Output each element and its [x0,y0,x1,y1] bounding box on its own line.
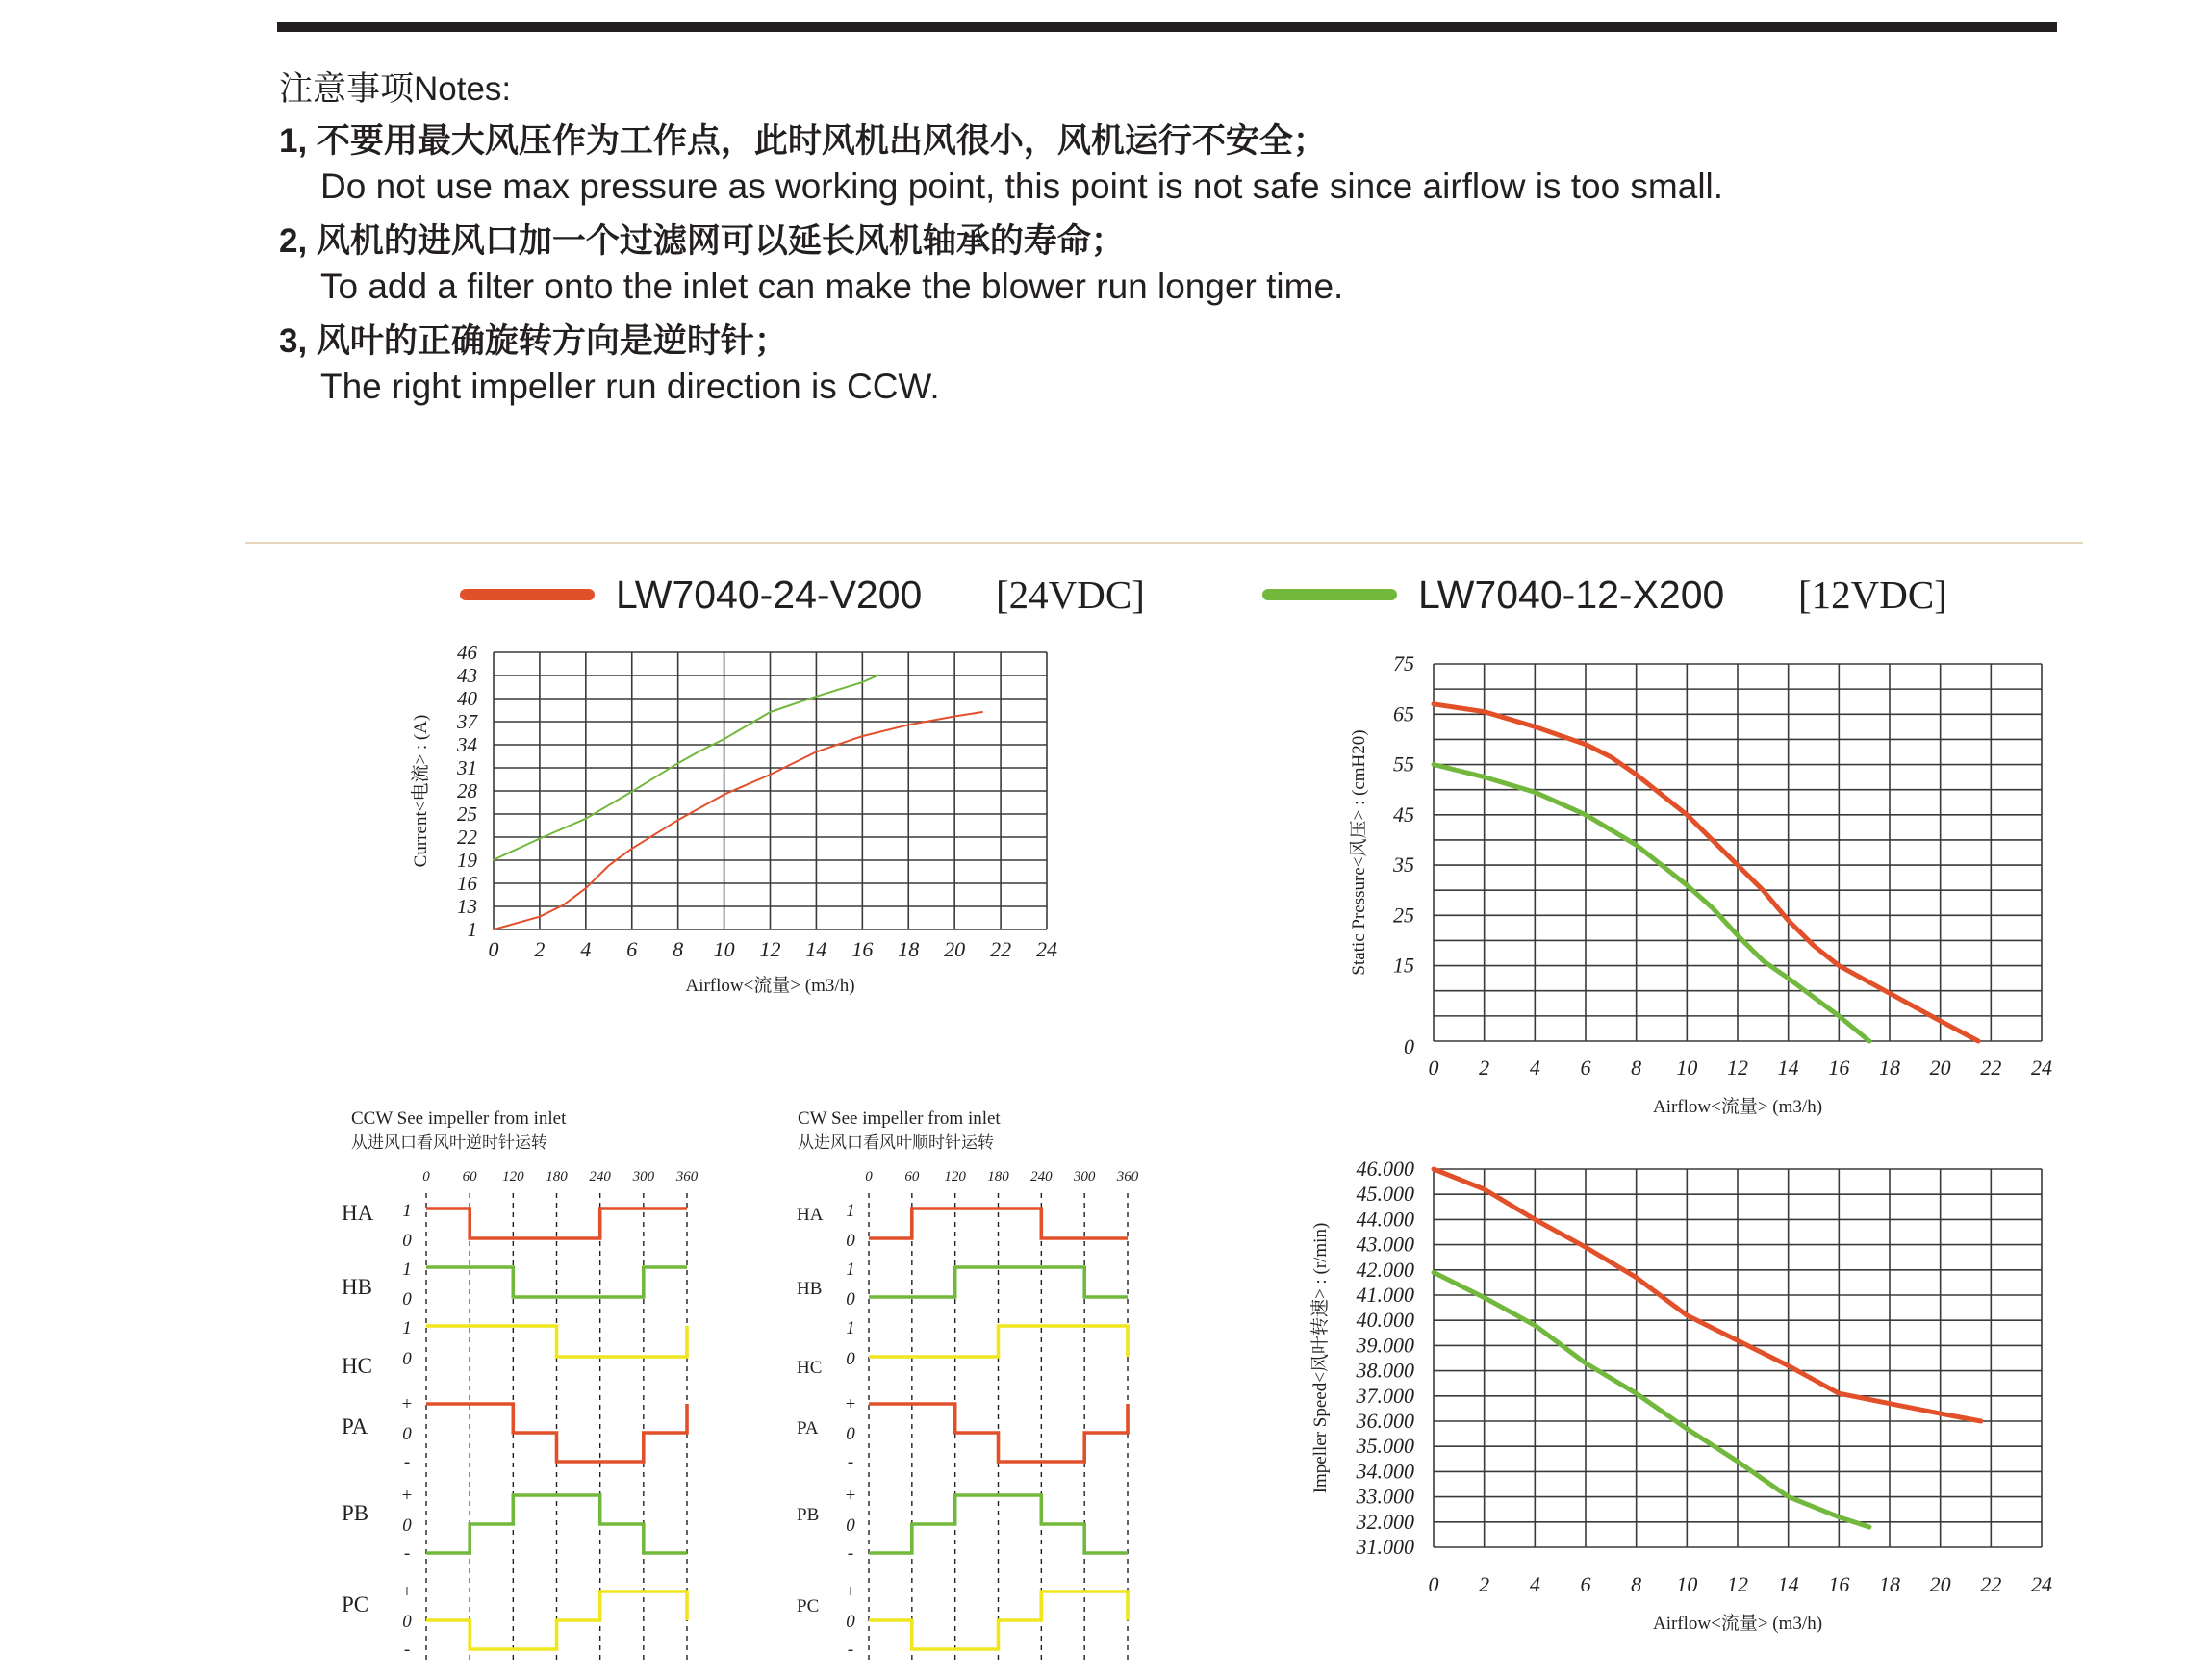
y-tick-label: 22 [457,826,477,849]
waveform-hc [426,1326,687,1357]
y-tick-label: 34 [457,733,477,756]
x-tick-label: 14 [805,937,827,961]
waveform-hc [869,1326,1128,1357]
level-label: 0 [846,1612,855,1632]
y-tick-label: 41.000 [1356,1283,1414,1307]
angle-label: 0 [865,1169,873,1184]
x-tick-label: 6 [1580,1056,1591,1080]
level-label: + [845,1394,856,1414]
waveform-pa [869,1404,1128,1462]
signal-label: PB [342,1501,369,1525]
level-label: - [847,1543,854,1564]
x-tick-label: 10 [1676,1572,1698,1596]
x-tick-label: 2 [1479,1056,1490,1080]
angle-label: 240 [589,1169,611,1184]
x-tick-label: 8 [1631,1056,1642,1080]
x-axis-label: Airflow<流量> (m3/h) [685,976,855,996]
x-tick-label: 8 [1631,1572,1642,1596]
y-tick-label: 37.000 [1356,1383,1414,1408]
x-tick-label: 0 [1428,1572,1439,1596]
y-tick-label: 15 [1393,953,1414,978]
level-label: 0 [402,1612,412,1632]
x-tick-label: 12 [1727,1572,1748,1596]
x-tick-label: 22 [1980,1056,2002,1080]
level-label: - [847,1452,854,1472]
legend-voltage: [12VDC] [1798,573,1947,617]
signal-label: HC [797,1358,823,1378]
x-tick-label: 4 [580,937,592,961]
x-tick-label: 24 [2031,1056,2052,1080]
y-tick-label: 1 [467,918,477,941]
signal-label: PA [342,1414,368,1438]
y-tick-label: 31.000 [1356,1535,1414,1559]
y-tick-label: 19 [457,849,477,872]
y-tick-label: 31 [457,756,477,779]
level-label: 1 [402,1201,412,1221]
angle-label: 0 [422,1169,430,1184]
level-label: - [403,1452,411,1472]
angle-label: 60 [462,1169,477,1184]
x-axis-label: Airflow<流量> (m3/h) [1652,1097,1823,1117]
angle-label: 180 [546,1169,568,1184]
y-tick-label: 45 [1393,802,1414,827]
y-tick-label: 0 [1404,1034,1414,1058]
x-tick-label: 0 [1428,1056,1439,1080]
x-tick-label: 2 [534,937,546,961]
x-tick-label: 6 [626,937,638,961]
signal-label: PC [797,1596,820,1616]
y-tick-label: 13 [457,895,477,918]
x-tick-label: 6 [1580,1572,1591,1596]
level-label: 0 [846,1289,855,1310]
angle-label: 120 [502,1169,524,1184]
y-tick-label: 40 [457,687,477,710]
x-tick-label: 2 [1479,1572,1490,1596]
x-tick-label: 4 [1529,1572,1540,1596]
x-tick-label: 0 [488,937,499,961]
level-label: 0 [402,1424,412,1444]
x-tick-label: 10 [713,937,735,961]
x-tick-label: 20 [1929,1056,1951,1080]
y-tick-label: 40.000 [1356,1308,1414,1333]
level-label: + [401,1486,413,1506]
signal-label: HB [797,1279,823,1299]
signal-label: PA [797,1418,819,1438]
note-zh: 3, 风叶的正确旋转方向是逆时针； [279,322,788,360]
waveform-pa [426,1404,687,1462]
x-tick-label: 12 [759,937,781,961]
level-label: 0 [402,1349,412,1369]
x-tick-label: 14 [1777,1056,1799,1080]
x-tick-label: 18 [1879,1056,1900,1080]
x-tick-label: 14 [1777,1572,1799,1596]
y-tick-label: 45.000 [1356,1182,1414,1207]
x-tick-label: 18 [898,937,920,961]
angle-label: 180 [987,1169,1009,1184]
signal-label: HA [797,1205,824,1225]
angle-label: 360 [1116,1169,1139,1184]
angle-label: 360 [675,1169,699,1184]
x-tick-label: 20 [944,937,966,961]
y-tick-label: 75 [1393,651,1414,675]
signal-label: PB [797,1505,820,1525]
y-tick-label: 38.000 [1356,1358,1414,1383]
y-axis-label: Static Pressure<风压> : (cmH20) [1349,729,1369,976]
level-label: 1 [402,1318,412,1338]
y-tick-label: 16 [457,872,477,895]
y-tick-label: 65 [1393,701,1414,726]
level-label: + [845,1582,856,1602]
level-label: + [401,1394,413,1414]
angle-label: 60 [904,1169,920,1184]
note-zh: 1, 不要用最大风压作为工作点，此时风机出风很小，风机运行不安全； [279,122,1327,160]
notes-heading: 注意事项Notes: [279,70,512,108]
y-tick-label: 55 [1393,751,1414,776]
level-label: - [403,1640,411,1660]
y-tick-label: 28 [457,779,477,802]
angle-label: 300 [1073,1169,1096,1184]
y-tick-label: 44.000 [1356,1207,1414,1232]
angle-label: 240 [1030,1169,1053,1184]
y-tick-label: 42.000 [1356,1257,1414,1282]
y-tick-label: 33.000 [1356,1484,1414,1509]
y-tick-label: 43.000 [1356,1232,1414,1257]
level-label: 0 [846,1231,855,1251]
x-tick-label: 24 [1036,937,1057,961]
legend-voltage: [24VDC] [996,573,1145,617]
timing-subtitle: 从进风口看风叶逆时针运转 [351,1133,547,1152]
level-label: 0 [846,1349,855,1369]
level-label: 1 [846,1318,855,1338]
x-tick-label: 20 [1929,1572,1951,1596]
signal-label: HC [342,1354,372,1378]
x-tick-label: 16 [1828,1572,1850,1596]
note-en: The right impeller run direction is CCW. [320,367,940,406]
x-tick-label: 18 [1879,1572,1900,1596]
legend-model: LW7040-24-V200 [616,572,923,617]
timing-title: CCW See impeller from inlet [351,1108,567,1129]
y-tick-label: 35.000 [1356,1434,1414,1459]
note-en: To add a filter onto the inlet can make the blower run longer time. [320,267,1344,306]
x-tick-label: 12 [1727,1056,1748,1080]
note-en: Do not use max pressure as working point, this point is not safe since airflow is too small. [320,166,1724,206]
legend-model: LW7040-12-X200 [1418,572,1725,617]
level-label: 0 [402,1515,412,1536]
y-tick-label: 34.000 [1356,1459,1414,1484]
x-tick-label: 4 [1529,1056,1540,1080]
level-label: 0 [846,1515,855,1536]
level-label: 0 [402,1289,412,1310]
y-tick-label: 46.000 [1356,1157,1414,1181]
timing-subtitle: 从进风口看风叶顺时针运转 [798,1133,994,1152]
signal-label: PC [342,1592,369,1616]
level-label: 1 [846,1260,855,1280]
x-tick-label: 16 [851,937,874,961]
y-tick-label: 35 [1393,853,1414,878]
speed-series-green [1434,1272,1869,1527]
x-tick-label: 22 [1980,1572,2002,1596]
y-tick-label: 32.000 [1356,1509,1414,1534]
level-label: 0 [402,1231,412,1251]
y-tick-label: 36.000 [1356,1409,1414,1433]
signal-label: HA [342,1201,374,1225]
signal-label: HB [342,1275,372,1299]
x-tick-label: 22 [990,937,1012,961]
y-tick-label: 43 [457,664,477,687]
y-axis-label: Current<电流> : (A) [411,714,431,868]
x-tick-label: 8 [673,937,684,961]
y-axis-label: Impeller Speed<风叶转速> : (r/min) [1310,1222,1331,1494]
y-tick-label: 25 [457,802,477,826]
level-label: 0 [846,1424,855,1444]
x-tick-label: 10 [1676,1056,1698,1080]
level-label: - [847,1640,854,1660]
x-tick-label: 24 [2031,1572,2052,1596]
note-zh: 2, 风机的进风口加一个过滤网可以延长风机轴承的寿命； [279,222,1125,260]
level-label: + [845,1486,856,1506]
angle-label: 120 [944,1169,966,1184]
x-axis-label: Airflow<流量> (m3/h) [1652,1614,1823,1634]
level-label: + [401,1582,413,1602]
timing-title: CW See impeller from inlet [798,1108,1001,1129]
y-tick-label: 25 [1393,903,1414,928]
level-label: 1 [846,1201,855,1221]
x-tick-label: 16 [1828,1056,1850,1080]
angle-label: 300 [632,1169,655,1184]
y-tick-label: 46 [457,641,477,664]
level-label: - [403,1543,411,1564]
level-label: 1 [402,1260,412,1280]
pressure-series-green [1434,765,1869,1042]
y-tick-label: 39.000 [1356,1333,1414,1358]
y-tick-label: 37 [457,710,477,733]
